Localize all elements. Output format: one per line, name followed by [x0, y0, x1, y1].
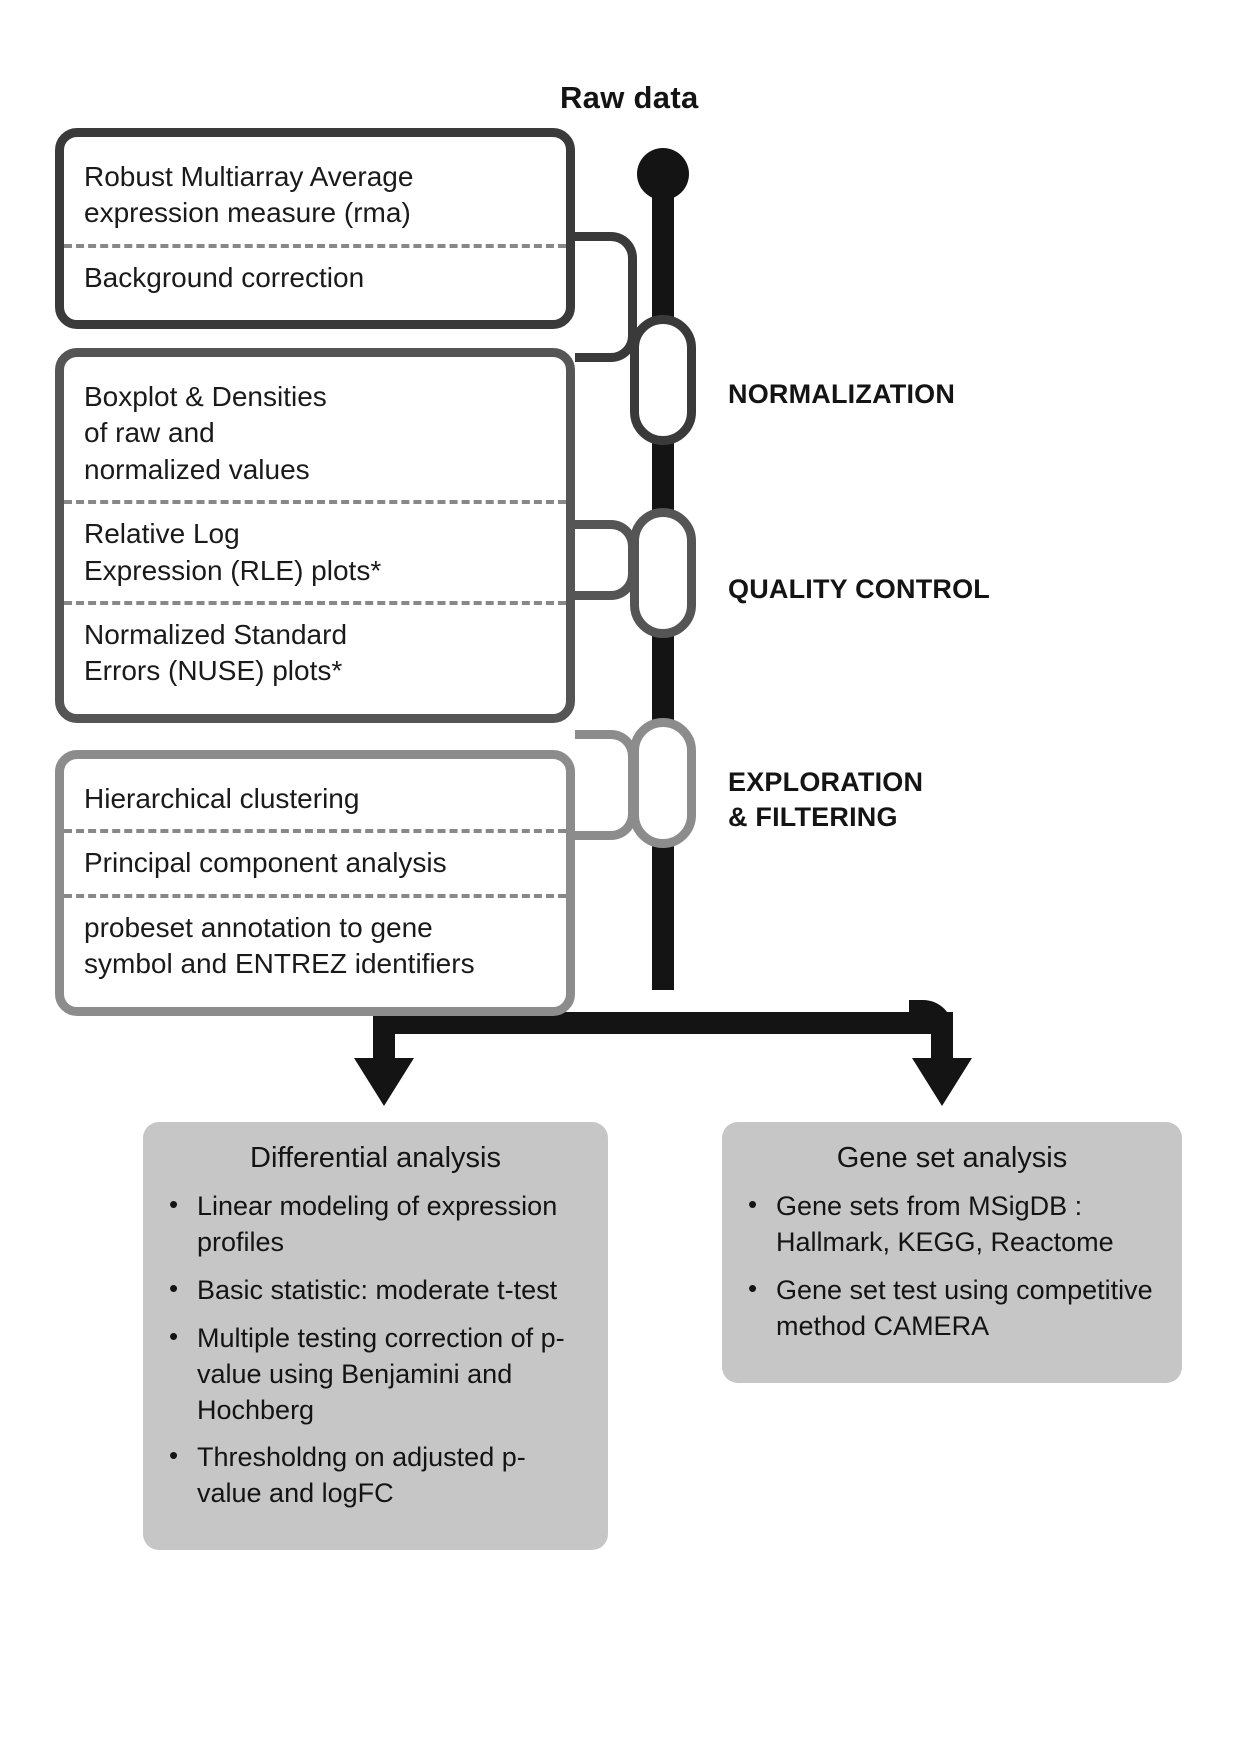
panel-differential-analysis	[143, 1122, 608, 1550]
list-item: • Basic statistic: moderate t-test	[163, 1273, 588, 1321]
flow-branch-right-stem	[931, 1012, 953, 1064]
stage-capsule-exploration-filtering	[630, 718, 696, 848]
flow-branch-left-stem	[373, 1012, 395, 1064]
panel-title: Differential analysis	[250, 1142, 501, 1174]
process-item: Principal component analysis	[64, 829, 566, 893]
arrow-head-left-icon	[354, 1058, 414, 1106]
list-item: • Gene set test using competitive method CAMERA	[742, 1273, 1162, 1357]
process-box-quality-control	[55, 348, 575, 723]
panel-bullet-list	[163, 1189, 588, 1524]
stage-capsule-normalization	[630, 315, 696, 445]
process-item: Hierarchical clustering	[84, 783, 360, 814]
stage-label-quality-control: QUALITY CONTROL	[728, 574, 990, 604]
list-item: • Multiple testing correction of p-value using Benjamini and Hochberg	[163, 1321, 588, 1441]
list-item: • Linear modeling of expression profiles	[163, 1189, 588, 1273]
process-item: Background correction	[64, 244, 566, 308]
process-item: Robust Multiarray Average expression measure (rma)	[84, 161, 414, 229]
process-item: Boxplot & Densities of raw and normalized values	[84, 381, 327, 485]
connector-exploration-filtering	[575, 730, 637, 840]
list-item: • Gene sets from MSigDB : Hallmark, KEGG, Reactome	[742, 1189, 1162, 1273]
process-item: Relative Log Expression (RLE) plots*	[64, 500, 566, 601]
connector-quality-control	[575, 520, 637, 600]
process-box-normalization	[55, 128, 575, 329]
process-box-exploration-filtering	[55, 750, 575, 1016]
page-title: Raw data	[560, 80, 699, 115]
panel-bullet-list	[742, 1189, 1162, 1357]
stage-label-exploration-filtering: EXPLORATION & FILTERING	[728, 767, 924, 832]
arrow-head-right-icon	[912, 1058, 972, 1106]
list-item: • Thresholdng on adjusted p-value and logFC	[163, 1440, 588, 1524]
panel-gene-set-analysis	[722, 1122, 1182, 1383]
connector-normalization	[575, 232, 637, 362]
stage-label-normalization: NORMALIZATION	[728, 379, 956, 409]
process-item: Normalized Standard Errors (NUSE) plots*	[64, 601, 566, 702]
stage-capsule-quality-control	[630, 508, 696, 638]
panel-title: Gene set analysis	[836, 1142, 1068, 1174]
process-item: probeset annotation to gene symbol and ENTREZ identifiers	[64, 894, 566, 995]
